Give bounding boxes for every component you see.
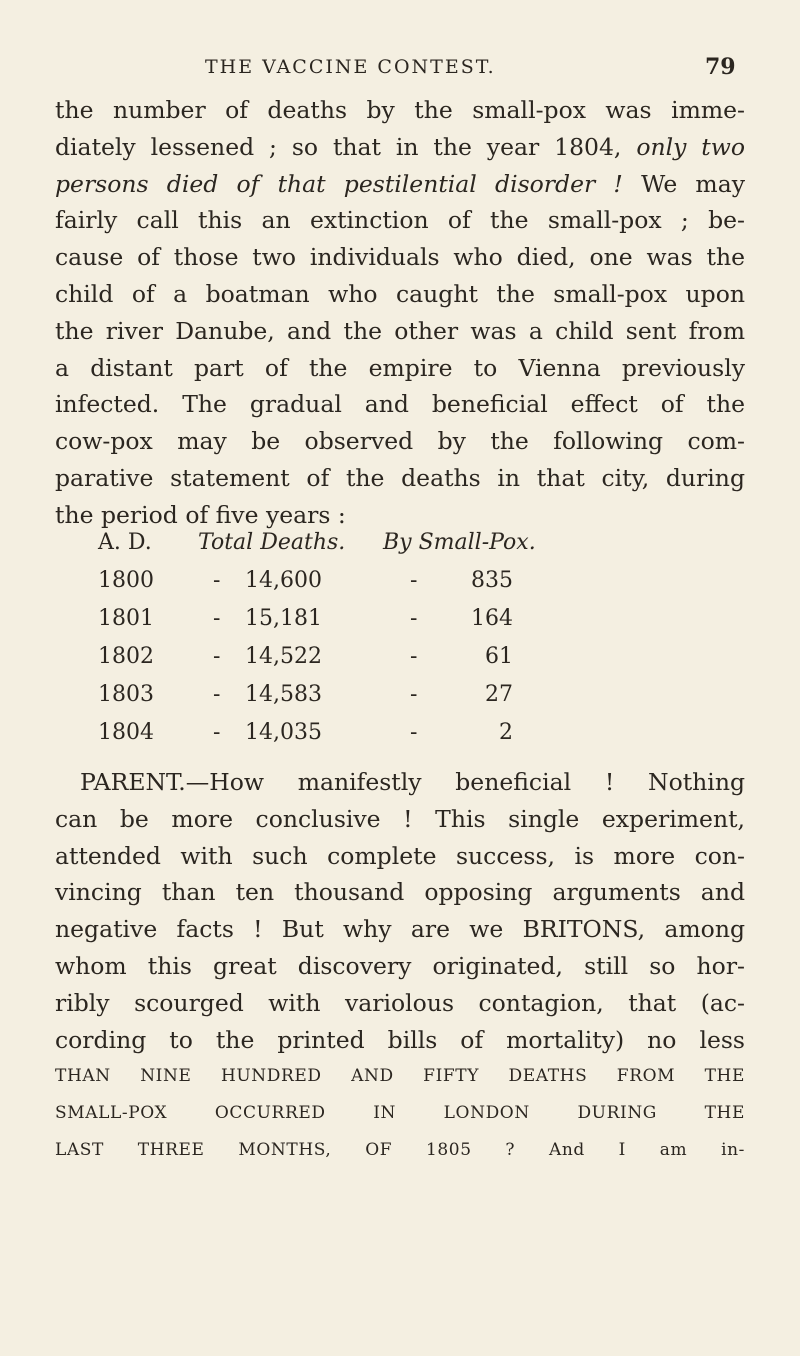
dash: - (213, 720, 221, 745)
text-line: can be more conclusive ! This single experiment, (55, 804, 745, 833)
text-line: the number of deaths by the small-pox was imme- (55, 96, 745, 124)
cell-small-pox: 2 (499, 720, 513, 745)
header-year: A. D. (98, 530, 152, 555)
text-line: a distant part of the empire to Vienna previously (55, 353, 745, 382)
paragraph-2 (55, 764, 745, 1169)
text-line: child of a boatman who caught the small-pox upon (55, 279, 745, 308)
cell-small-pox: 27 (485, 682, 513, 707)
cell-year: 1800 (98, 568, 154, 593)
text-line: persons died of that pestilential disorder ! We may (55, 169, 746, 198)
dash: - (410, 568, 418, 593)
text-line: cording to the printed bills of mortality) no less (55, 1025, 745, 1054)
cell-total: 14,035 (245, 720, 322, 745)
cell-total: 14,583 (245, 682, 322, 707)
text-line: infected. The gradual and beneficial effect of the (55, 390, 745, 419)
text-line: attended with such complete success, is more con- (55, 841, 745, 870)
dash: - (410, 606, 418, 631)
header-total-deaths: Total Deaths. (198, 530, 346, 555)
caps-text-line: LAST THREE MONTHS, OF 1805 ? And I am in- (55, 1139, 745, 1160)
text-line: diately lessened ; so that in the year 1804, only two (55, 132, 745, 161)
cell-year: 1804 (98, 720, 154, 745)
dash: - (213, 606, 221, 631)
dash: - (410, 720, 418, 745)
page-number: 79 (705, 54, 736, 80)
running-title: THE VACCINE CONTEST. (205, 56, 496, 78)
text-line: vincing than ten thousand opposing arguments and (55, 878, 745, 907)
cell-year: 1803 (98, 682, 154, 707)
paragraph-1 (55, 92, 745, 534)
cell-year: 1802 (98, 644, 154, 669)
text-line: parative statement of the deaths in that city, during (55, 463, 745, 492)
text-line: fairly call this an extinction of the small-pox ; be- (55, 206, 745, 235)
dash: - (213, 644, 221, 669)
text-line: ribly scourged with variolous contagion, that (ac- (55, 988, 745, 1017)
cell-small-pox: 61 (485, 644, 513, 669)
text-line: the period of five years : (55, 500, 346, 529)
dash: - (410, 682, 418, 707)
cell-small-pox: 164 (471, 606, 513, 631)
caps-text-line: THAN NINE HUNDRED AND FIFTY DEATHS FROM THE (55, 1066, 745, 1087)
cell-total: 14,522 (245, 644, 322, 669)
text-line: the river Danube, and the other was a child sent from (55, 316, 745, 345)
cell-small-pox: 835 (471, 568, 513, 593)
header-small-pox: By Small-Pox. (383, 530, 536, 555)
dash: - (213, 682, 221, 707)
cell-year: 1801 (98, 606, 154, 631)
caps-text-line: SMALL-POX OCCURRED IN LONDON DURING THE (55, 1103, 745, 1124)
cell-total: 15,181 (245, 606, 322, 631)
cell-total: 14,600 (245, 568, 322, 593)
dash: - (213, 568, 221, 593)
text-line: PARENT.—How manifestly beneficial ! Nothing (80, 768, 745, 796)
dash: - (410, 644, 418, 669)
text-line: negative facts ! But why are we BRITONS, among (55, 915, 745, 944)
text-line: cause of those two individuals who died, one was the (55, 243, 745, 272)
text-line: whom this great discovery originated, still so hor- (55, 951, 745, 980)
text-line: cow-pox may be observed by the following com- (55, 427, 745, 456)
